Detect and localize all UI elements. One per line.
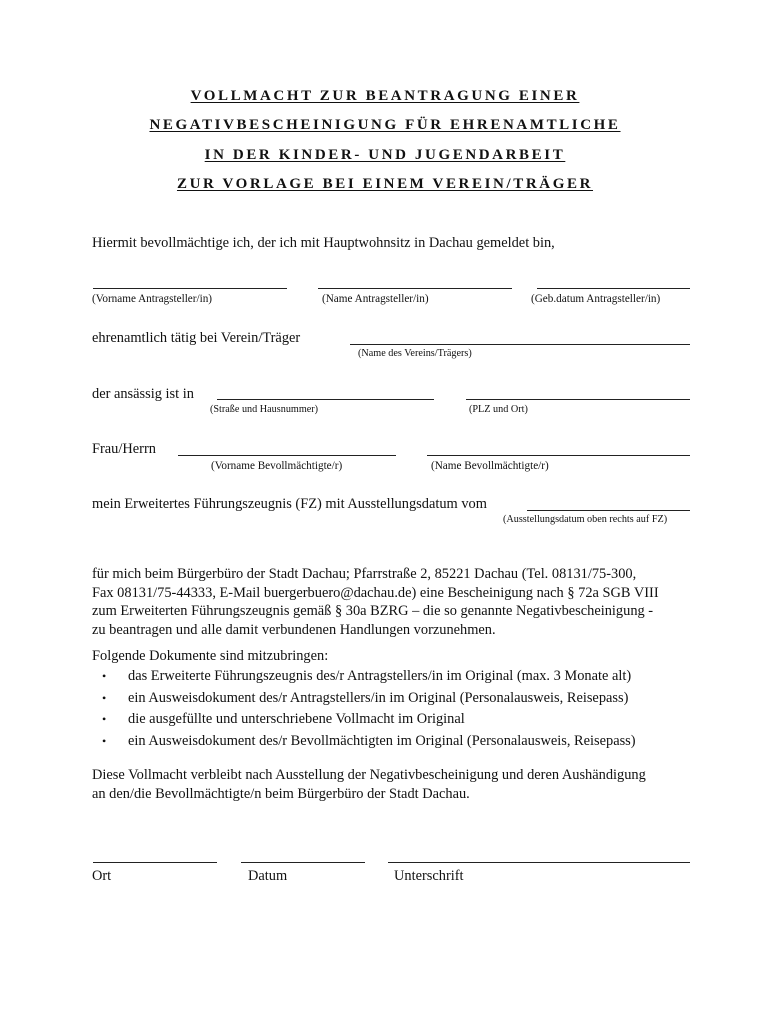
- closing-line-2: an den/die Bevollmächtigte/n beim Bürgerbüro der Stadt Dachau.: [92, 785, 470, 802]
- bullet-icon: •: [102, 669, 107, 683]
- proxy-text: Frau/Herrn: [92, 441, 156, 457]
- purpose-line-1: für mich beim Bürgerbüro der Stadt Dachau; Pfarrstraße 2, 85221 Dachau (Tel. 08131/75-300,: [92, 566, 637, 582]
- closing-paragraph: [92, 766, 646, 803]
- bullet-icon: •: [102, 712, 107, 726]
- list-item: [92, 666, 636, 688]
- applicant-last-name-field[interactable]: [318, 288, 512, 289]
- title-line-1: VOLLMACHT ZUR BEANTRAGUNG EINER: [190, 88, 580, 104]
- closing-line-1: Diese Vollmacht verbleibt nach Ausstellung der Negativbescheinigung und deren Aushändigung: [92, 767, 646, 783]
- address-text: der ansässig ist in: [92, 386, 194, 402]
- date-label: Datum: [248, 868, 288, 884]
- title-line-2: NEGATIVBESCHEINIGUNG FÜR EHRENAMTLICHE: [149, 117, 621, 133]
- certificate-text: mein Erweitertes Führungszeugnis (FZ) mit Ausstellungsdatum vom: [92, 496, 487, 512]
- documents-heading: Folgende Dokumente sind mitzubringen:: [92, 648, 329, 664]
- organisation-name-label: (Name des Vereins/Trägers): [358, 348, 472, 359]
- applicant-last-name-label: (Name Antragsteller/in): [322, 293, 429, 305]
- place-field[interactable]: [93, 862, 217, 863]
- signature-field[interactable]: [388, 862, 690, 863]
- applicant-birthdate-label: (Geb.datum Antragsteller/in): [531, 293, 661, 305]
- proxy-first-name-field[interactable]: [178, 455, 396, 456]
- bullet-icon: •: [102, 690, 107, 705]
- documents-list: [92, 666, 636, 752]
- purpose-paragraph: [92, 565, 659, 639]
- street-label: (Straße und Hausnummer): [210, 404, 319, 415]
- list-item: [92, 709, 636, 731]
- document-item-text: ein Ausweisdokument des/r Bevollmächtigten im Original (Personalausweis, Reisepass): [128, 732, 636, 749]
- certificate-date-field[interactable]: [527, 510, 690, 511]
- document-item-text: ein Ausweisdokument des/r Antragstellers/in im Original (Personalausweis, Reisepass): [128, 689, 629, 706]
- purpose-line-2: Fax 08131/75-44333, E-Mail buergerbuero@dachau.de) eine Bescheinigung nach § 72a SGB VIII: [92, 584, 659, 601]
- document-item-text: die ausgefüllte und unterschriebene Vollmacht im Original: [128, 711, 465, 727]
- proxy-first-name-label: (Vorname Bevollmächtigte/r): [211, 460, 343, 472]
- document-item-text: das Erweiterte Führungszeugnis des/r Antragstellers/in im Original (max. 3 Monate alt): [128, 668, 632, 684]
- list-item: [92, 688, 636, 710]
- purpose-line-4: zu beantragen und alle damit verbundenen Handlungen vorzunehmen.: [92, 621, 496, 638]
- title-line-4: ZUR VORLAGE BEI EINEM VEREIN/TRÄGER: [176, 176, 594, 192]
- signature-label: Unterschrift: [394, 868, 464, 884]
- proxy-last-name-field[interactable]: [427, 455, 690, 456]
- applicant-birthdate-field[interactable]: [537, 288, 690, 289]
- organisation-name-field[interactable]: [350, 344, 690, 345]
- purpose-line-3: zum Erweiterten Führungszeugnis gemäß § 30a BZRG – die so genannte Negativbescheinigung -: [92, 603, 654, 619]
- list-item: [92, 731, 636, 753]
- title-line-3: IN DER KINDER- UND JUGENDARBEIT: [204, 147, 566, 163]
- street-field[interactable]: [217, 399, 434, 400]
- certificate-date-label: (Ausstellungsdatum oben rechts auf FZ): [503, 514, 668, 525]
- applicant-first-name-label: (Vorname Antragsteller/in): [92, 293, 213, 305]
- city-label: (PLZ und Ort): [469, 404, 528, 415]
- volunteer-text: ehrenamtlich tätig bei Verein/Träger: [92, 330, 301, 346]
- place-label: Ort: [92, 868, 112, 884]
- applicant-first-name-field[interactable]: [93, 288, 287, 289]
- city-field[interactable]: [466, 399, 690, 400]
- proxy-last-name-label: (Name Bevollmächtigte/r): [431, 460, 549, 472]
- intro-text: Hiermit bevollmächtige ich, der ich mit Hauptwohnsitz in Dachau gemeldet bin,: [92, 235, 555, 251]
- date-field[interactable]: [241, 862, 365, 863]
- bullet-icon: •: [102, 733, 107, 748]
